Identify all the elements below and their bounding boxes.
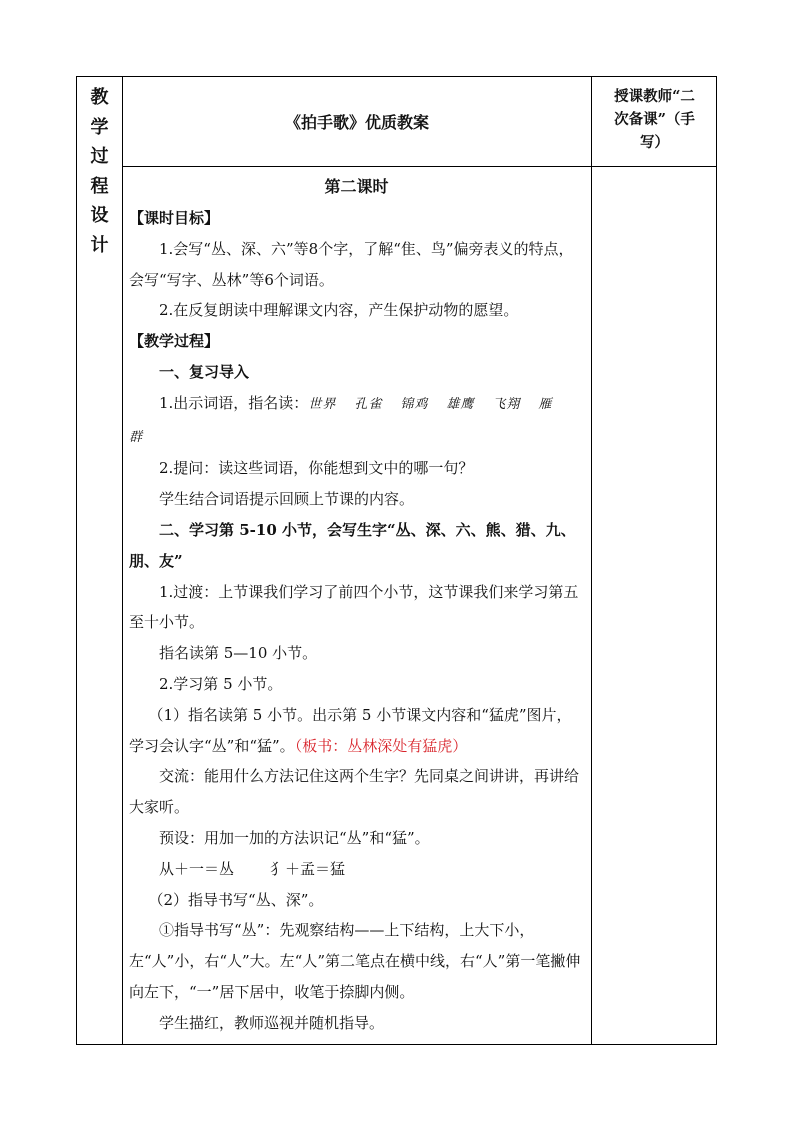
column-divider-right bbox=[591, 77, 592, 1044]
column-divider-left bbox=[122, 77, 123, 1044]
label-char: 学 bbox=[90, 116, 109, 138]
step-item: 预设：用加一加的方法识记“丛”和“猛”。 bbox=[159, 828, 430, 847]
header-row-divider bbox=[122, 166, 717, 167]
process-heading: 【教学过程】 bbox=[129, 332, 220, 351]
step-item: 2.提问：读这些词语，你能想到文中的哪一句？ bbox=[159, 459, 474, 478]
step-item: ①指导书写“丛”：先观察结构——上下结构，上大下小，左“人”小，右“人”大。左“人”第二笔点在横中线，右“人”第一笔撇伸向左下，“一”居下居中，收笔于捺脚内侧。 bbox=[129, 921, 581, 1001]
formula: 犭＋孟＝猛 bbox=[270, 859, 346, 878]
lesson-content bbox=[129, 173, 584, 1039]
step-text: （1）指名读第 5 小节。出示第 5 小节课文内容和“猛虎”图片，学习会认字“丛”和“猛”。 bbox=[129, 705, 572, 755]
goal-item: 2.在反复朗读中理解课文内容，产生保护动物的愿望。 bbox=[159, 301, 519, 320]
teacher-notes-line: 次备课”（手 bbox=[614, 111, 695, 128]
teacher-notes-line: 授课教师“二 bbox=[614, 88, 695, 105]
word: 锦鸡 bbox=[400, 396, 429, 412]
document-title: 《拍手歌》优质教案 bbox=[284, 113, 429, 132]
label-char: 教 bbox=[90, 87, 109, 108]
word: 群 bbox=[129, 429, 144, 445]
lesson-title: 第二课时 bbox=[324, 177, 389, 196]
word: 世界 bbox=[308, 396, 337, 412]
label-char: 计 bbox=[90, 234, 109, 256]
word: 雁 bbox=[538, 396, 553, 412]
goal-item: 1.会写“丛、深、六”等8个字，了解“隹、鸟”偏旁表义的特点，会写“写字、丛林”等6个词语。 bbox=[129, 239, 574, 289]
formula: 从＋一＝丛 bbox=[159, 859, 235, 878]
step-item: 1.过渡：上节课我们学习了前四个小节，这节课我们来学习第五至十小节。 bbox=[129, 582, 579, 632]
step-item: （2）指导书写“丛、深”。 bbox=[148, 890, 324, 909]
step-item bbox=[129, 388, 584, 454]
label-char: 程 bbox=[90, 175, 109, 197]
word: 孔雀 bbox=[354, 396, 383, 412]
teaching-process-design-label bbox=[77, 83, 122, 260]
word: 飞翔 bbox=[492, 396, 521, 412]
goals-heading: 【课时目标】 bbox=[129, 209, 220, 227]
character-formula bbox=[129, 854, 584, 885]
word: 雄鹰 bbox=[446, 396, 475, 412]
step-item: 学生结合词语提示回顾上节课的内容。 bbox=[159, 490, 415, 509]
board-note: （板书：丛林深处有猛虎） bbox=[294, 736, 468, 755]
step-item: 指名读第 5—10 小节。 bbox=[159, 644, 318, 663]
step-item: 交流：能用什么方法记住这两个生字？先同桌之间讲讲，再讲给大家听。 bbox=[129, 767, 580, 817]
lesson-plan-table bbox=[76, 76, 717, 1045]
teacher-notes-header bbox=[593, 85, 716, 154]
section-heading: 一、复习导入 bbox=[159, 362, 250, 381]
step-item: 学生描红，教师巡视并随机指导。 bbox=[159, 1013, 385, 1032]
step-item bbox=[129, 700, 584, 762]
section-heading: 二、学习第 5-10 小节，会写生字“丛、深、六、熊、猎、九、朋、友” bbox=[129, 520, 576, 570]
label-char: 设 bbox=[90, 205, 109, 226]
step-item: 2.学习第 5 小节。 bbox=[159, 674, 283, 693]
label-char: 过 bbox=[90, 146, 109, 167]
teacher-notes-line: 写） bbox=[640, 134, 669, 151]
step-text: 1.出示词语，指名读： bbox=[159, 393, 309, 412]
